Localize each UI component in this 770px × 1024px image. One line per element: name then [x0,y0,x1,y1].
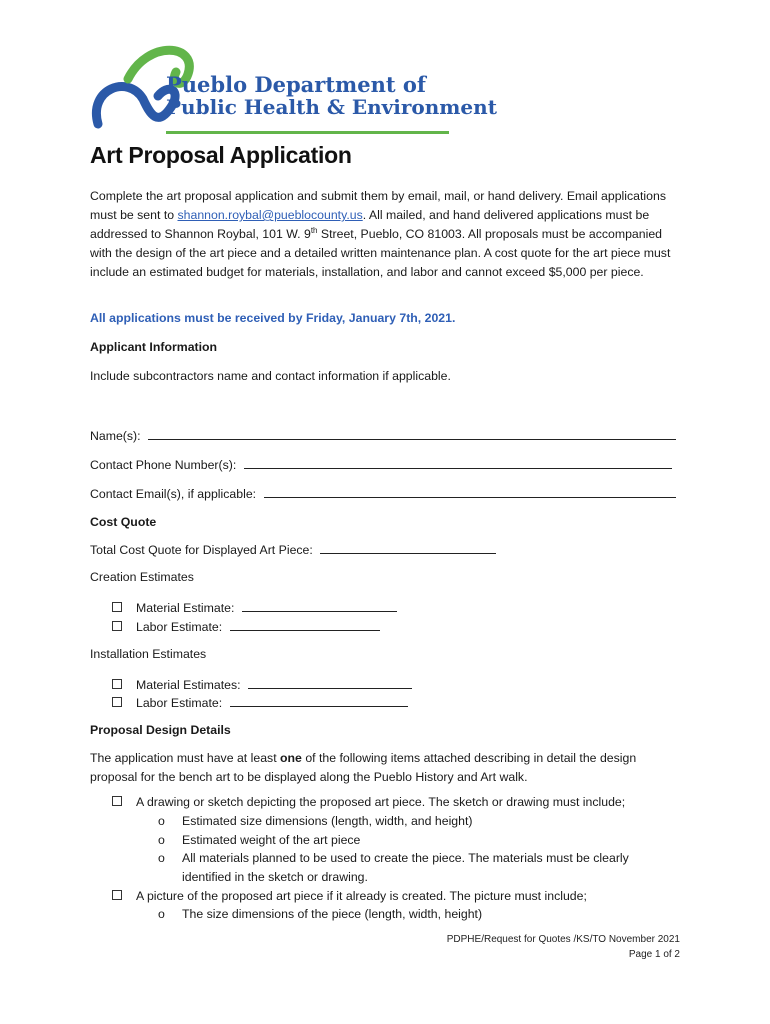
picture-sub-size [158,907,482,921]
design-heading: Proposal Design Details [90,723,231,737]
name-field[interactable] [148,427,676,440]
phone-field[interactable] [244,456,672,469]
install-labor-field[interactable] [230,694,408,707]
drawing-label: A drawing or sketch depicting the proposed art piece. The sketch or drawing must include; [136,795,626,809]
drawing-sub-size [158,814,473,828]
design-text-b: of the following items attached describing in detail the design proposal for the bench art to be displayed along the Pueblo History and Art walk. [90,751,637,784]
drawing-sub-materials [158,851,629,865]
drawing-sub-size-text: Estimated size dimensions (length, width, and height) [182,814,473,828]
drawing-sub-weight-text: Estimated weight of the art piece [182,833,361,847]
email-field-row [90,485,676,501]
design-item-drawing [112,795,625,809]
picture-sub-size-text: The size dimensions of the piece (length, width, height) [182,907,483,921]
install-labor-checkbox[interactable] [112,697,122,707]
creation-material-checkbox[interactable] [112,602,122,612]
page-title: Art Proposal Application [90,142,352,168]
sub-bullet: o [158,907,165,921]
email-field[interactable] [264,485,676,498]
intro-text-3: Street, Pueblo, CO 81003. All proposals must be accompanied with the design of the art piece and a detailed written maintenance plan. A cost quote for the art piece must include an estimated budget for materials, installation, and labor and cannot exceed $5,000 per piece. [90,227,671,279]
total-cost-field[interactable] [320,541,496,554]
creation-heading: Creation Estimates [90,570,194,584]
intro-paragraph [90,187,675,282]
email-link[interactable]: shannon.roybal@pueblocounty.us [177,208,363,222]
install-labor-label: Labor Estimate: [136,696,226,710]
intro-text-1: Complete the art proposal application and submit them by email, mail, or hand delivery. Email applications must be sent to [90,189,666,222]
picture-label: A picture of the proposed art piece if it already is created. The picture must include; [136,889,587,903]
org-name [166,74,497,118]
name-field-row [90,427,676,443]
logo-divider [166,131,449,134]
install-material-row [112,676,412,692]
page-number: Page 1 of 2 [628,949,680,960]
drawing-sub-materials-text: All materials planned to be used to create the piece. The materials must be clearly [182,851,629,865]
design-item-picture [112,889,587,903]
creation-material-field[interactable] [242,599,397,612]
install-material-field[interactable] [248,676,412,689]
sub-bullet: o [158,833,165,847]
sub-bullet: o [158,851,165,865]
creation-material-label: Material Estimate: [136,601,238,615]
drawing-sub-materials-cont: identified in the sketch or drawing. [182,870,368,884]
creation-labor-checkbox[interactable] [112,621,122,631]
creation-labor-label: Labor Estimate: [136,620,226,634]
total-cost-label: Total Cost Quote for Displayed Art Piece: [90,543,317,557]
drawing-sub-weight [158,833,360,847]
deadline-notice: All applications must be received by Friday, January 7th, 2021. [90,311,456,325]
creation-labor-row [112,618,380,634]
install-heading: Installation Estimates [90,647,207,661]
applicant-heading: Applicant Information [90,340,218,354]
design-paragraph [90,749,675,787]
creation-labor-field[interactable] [230,618,380,631]
org-name-line2: Public Health & Environment [166,94,497,119]
intro-text-2: . All mailed, and hand delivered applications must be addressed to Shannon Roybal, 101 W. 9 [90,208,650,241]
creation-material-row [112,599,397,615]
sub-bullet: o [158,814,165,828]
total-cost-row [90,541,496,557]
cost-heading: Cost Quote [90,515,157,529]
intro-superscript: th [310,225,318,235]
install-labor-row [112,694,408,710]
footer-reference: PDPHE/Request for Quotes /KS/TO November 2021 [446,934,680,945]
email-label: Contact Email(s), if applicable: [90,487,260,501]
install-material-checkbox[interactable] [112,679,122,689]
design-text-bold: one [280,751,302,765]
name-label: Name(s): [90,429,144,443]
install-material-label: Material Estimates: [136,678,244,692]
picture-checkbox[interactable] [112,890,122,900]
drawing-checkbox[interactable] [112,796,122,806]
phone-field-row [90,456,672,472]
applicant-note: Include subcontractors name and contact information if applicable. [90,369,451,383]
design-text-a: The application must have at least [90,751,281,765]
phone-label: Contact Phone Number(s): [90,458,240,472]
org-name-line1: Pueblo Department of [166,72,426,97]
